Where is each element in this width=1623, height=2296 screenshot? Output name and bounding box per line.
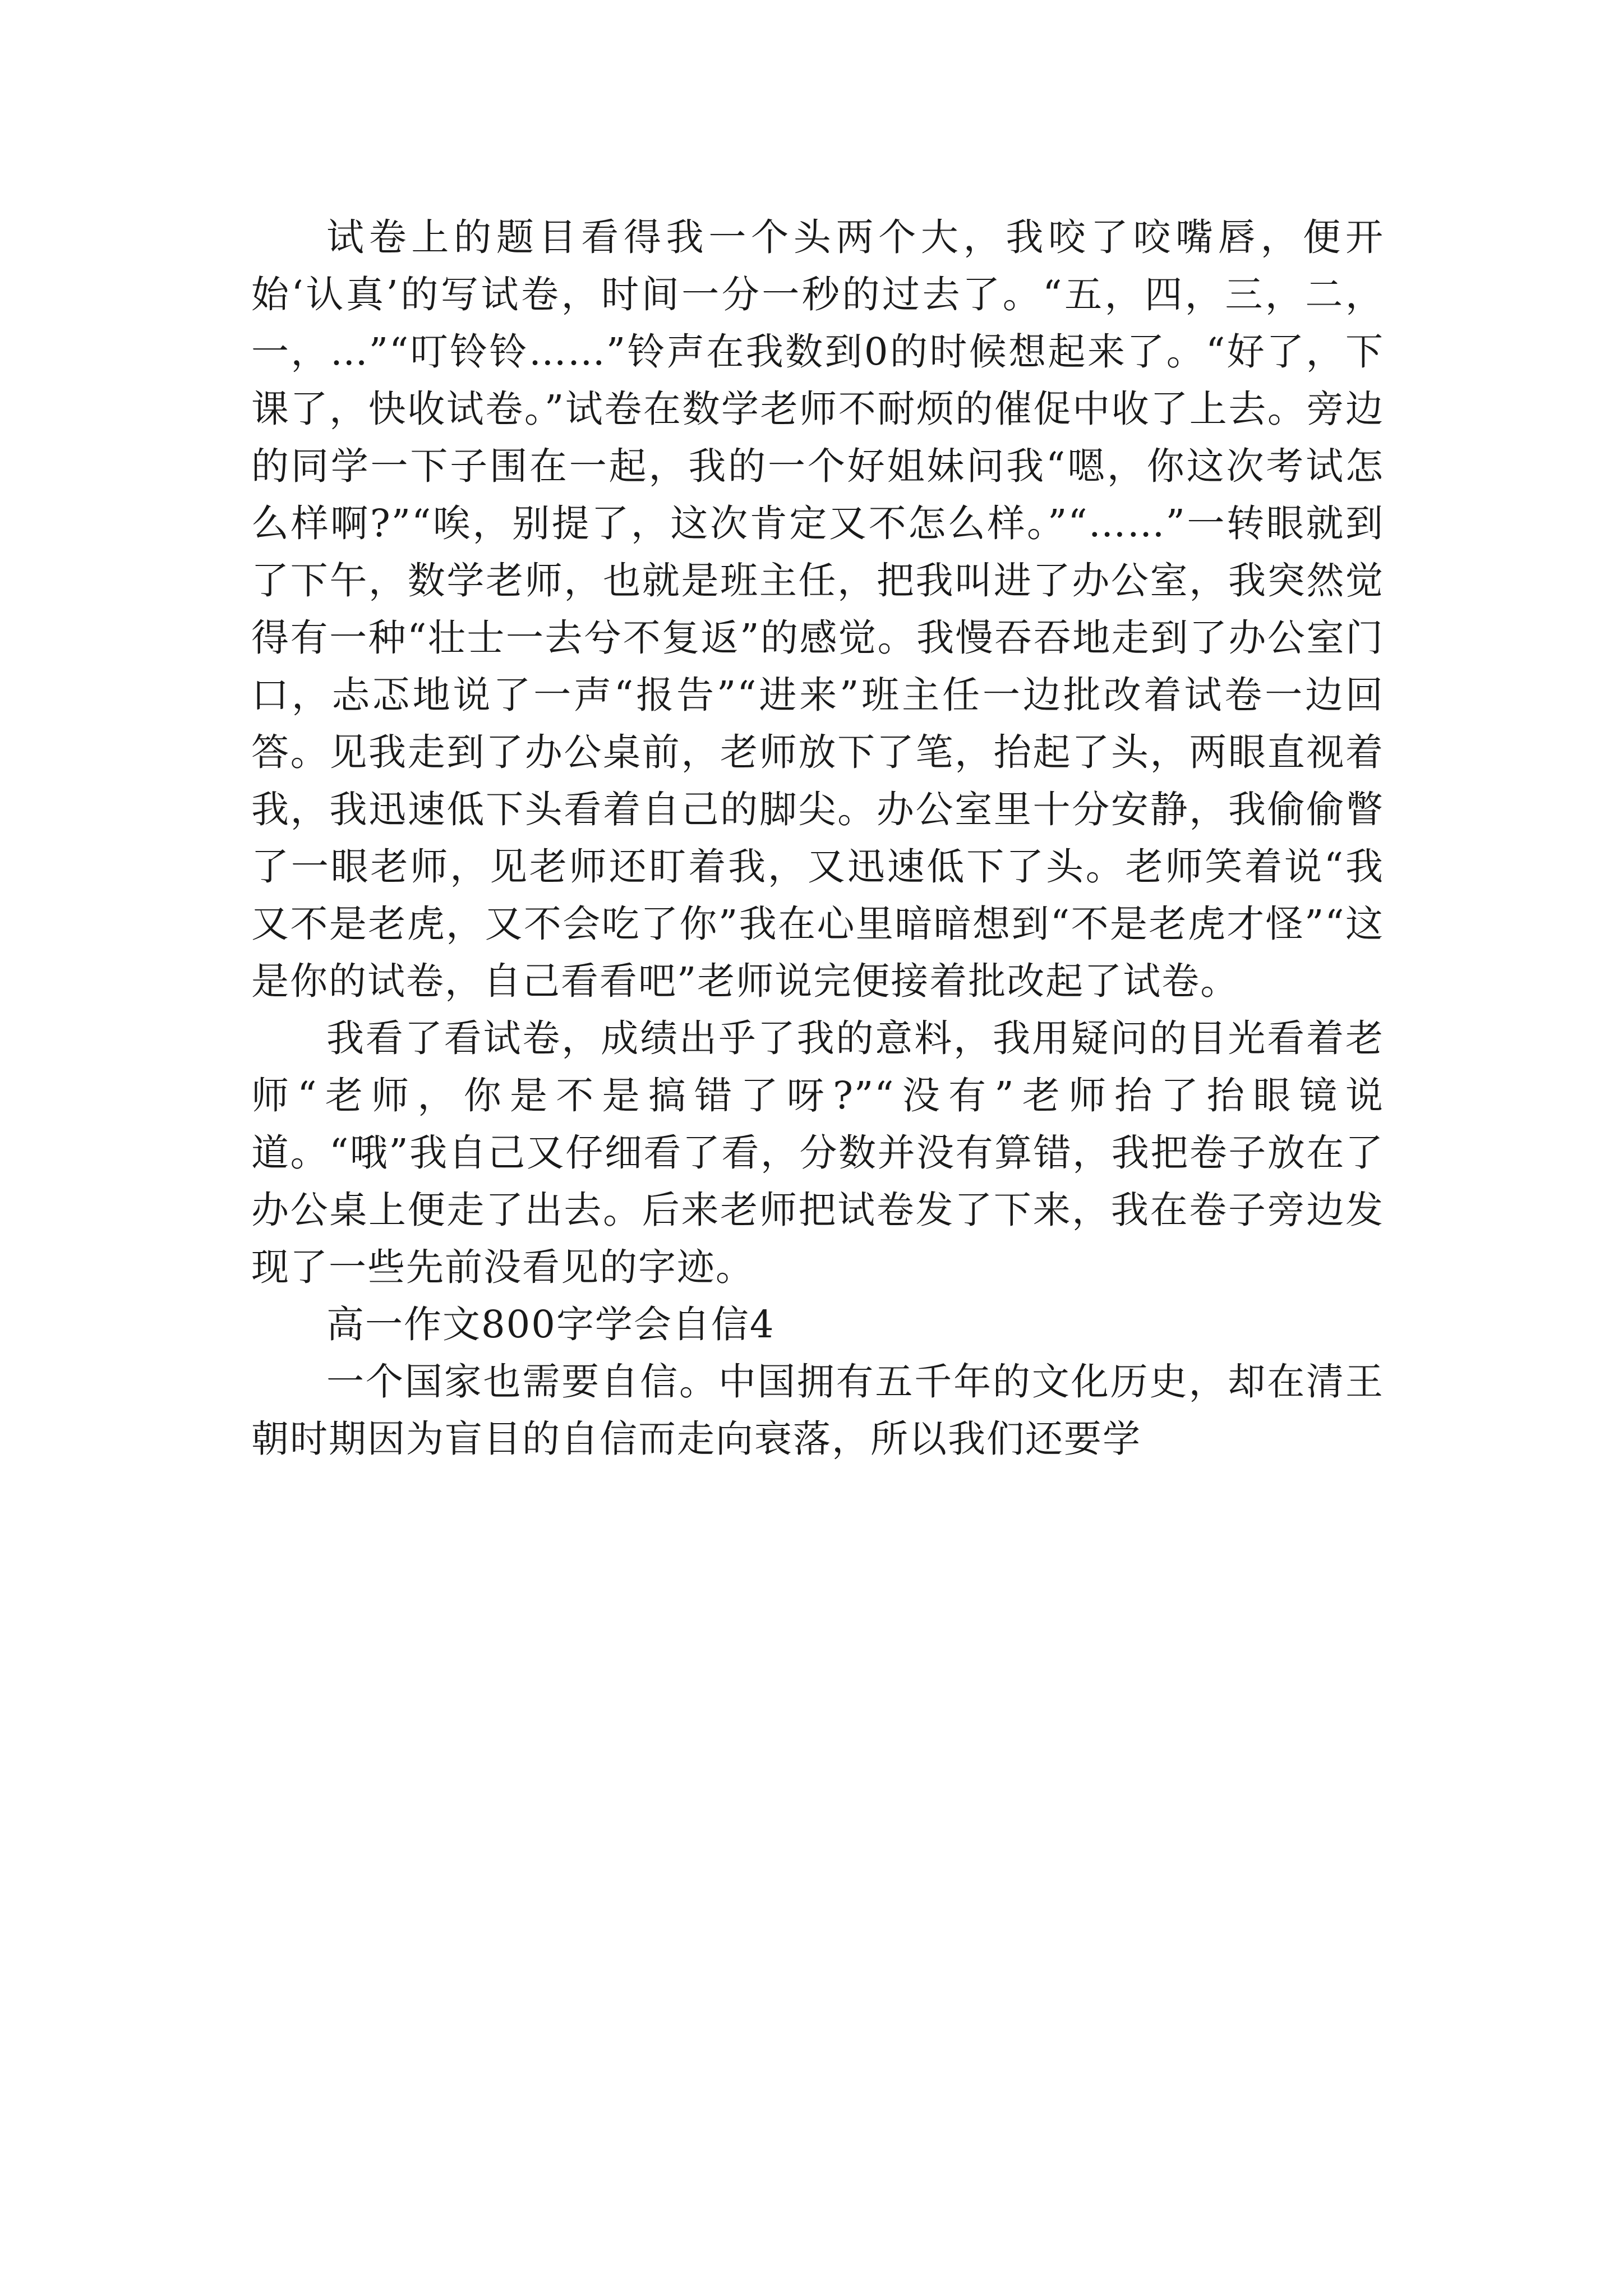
paragraph-exam-story: 试卷上的题目看得我一个头两个大，我咬了咬嘴唇，便开始‘认真’的写试卷，时间一分一秒的过去了。“五，四，三，二，一，…”“叮铃铃……”铃声在我数到0的时候想起来了。“好了，下课了，快收试卷。”试卷在数学老师不耐烦的催促中收了上去。旁边的同学一下子围在一起，我的一个好姐妹问我“嗯，你这次考试怎么样啊?”“唉，别提了，这次肯定又不怎么样。”“……”一转眼就到了下午，数学老师，也就是班主任，把我叫进了办公室，我突然觉得有一种“壮士一去兮不复返”的感觉。我慢吞吞地走到了办公室门口，忐忑地说了一声“报告”“进来”班主任一边批改着试卷一边回答。见我走到了办公桌前，老师放下了笔，抬起了头，两眼直视着我，我迅速低下头看着自己的脚尖。办公室里十分安静，我偷偷瞥了一眼老师，见老师还盯着我，又迅速低下了头。老师笑着说“我又不是老虎，又不会吃了你”我在心里暗暗想到“不是老虎才怪”“这是你的试卷，自己看看吧”老师说完便接着批改起了试卷。 xyxy=(251,215,1384,1003)
paragraph-nation-confidence: 一个国家也需要自信。中国拥有五千年的文化历史，却在清王朝时期因为盲目的自信而走向衰落，所以我们还要学 xyxy=(251,1360,1384,1461)
section-heading: 高一作文800字学会自信4 xyxy=(326,1303,775,1346)
paragraph-exam-result: 我看了看试卷，成绩出乎了我的意料，我用疑问的目光看着老师“老师，你是不是搞错了呀?”“没有”老师抬了抬眼镜说道。“哦”我自己又仔细看了看，分数并没有算错，我把卷子放在了办公桌上便走了出去。后来老师把试卷发了下来，我在卷子旁边发现了一些先前没看见的字迹。 xyxy=(251,1016,1384,1289)
essay-body xyxy=(251,209,1384,1467)
